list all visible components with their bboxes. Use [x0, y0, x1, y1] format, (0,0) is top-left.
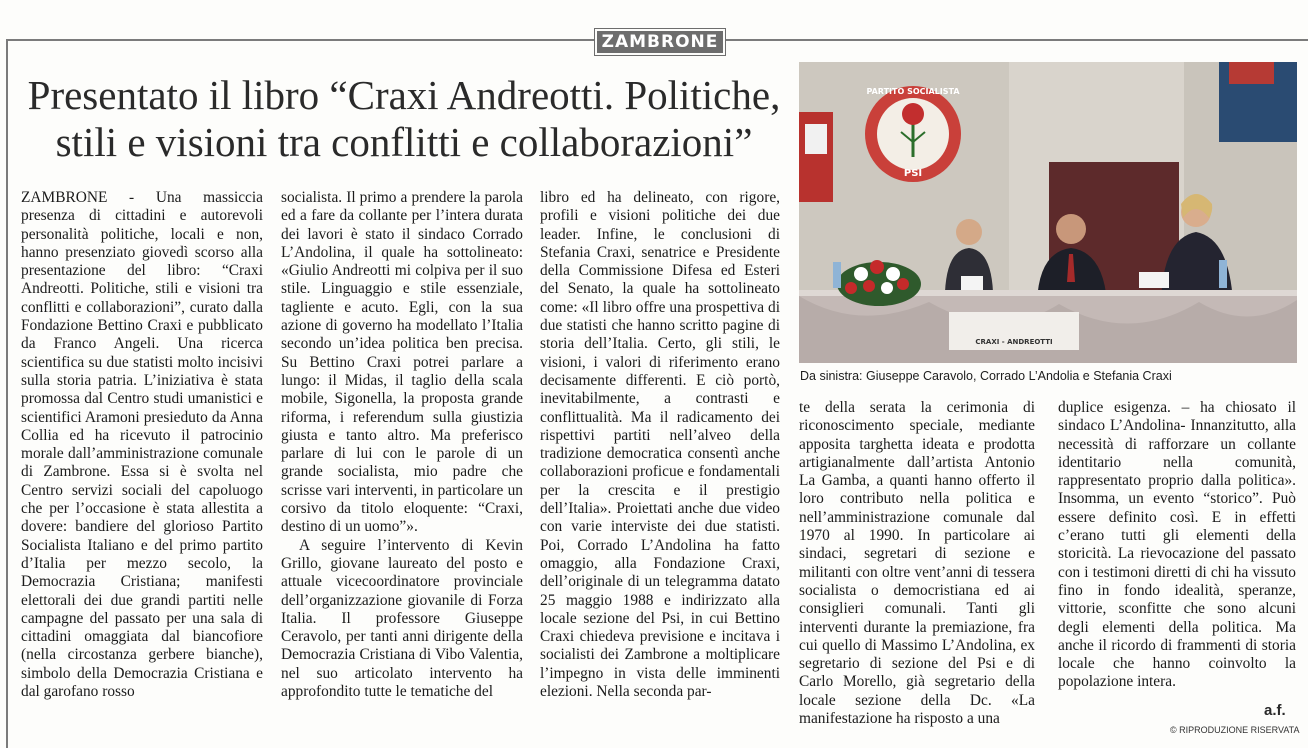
- copyright-notice: © RIPRODUZIONE RISERVATA: [1170, 725, 1300, 735]
- headline-line-2: stili e visioni tra conflitti e collaborazioni”: [55, 119, 753, 165]
- banner-text: CRAXI - ANDREOTTI: [975, 338, 1053, 346]
- article-column-4: [799, 399, 1035, 728]
- article-column-3: [540, 189, 780, 701]
- paragraph: duplice esigenza. – ha chiosato il sindaco L’Andolina- Innanzitutto, alla necessità di rafforzare un collante identitario nella comunità, rappresentato proprio dalla politica». Insomma, un evento “storico”. Può essere definito così. E in effetti c’erano tutti gli elementi della storicità. La rievocazione del passato con i testimoni diretti di chi ha vissuto fino in fondo idealità, speranze, vittorie, sconfitte che sono alcuni degli elementi della politica. Ma anche il ricordo di frammenti di storia locale che hanno coinvolto la popolazione intera.: [1058, 399, 1296, 691]
- paragraph: A seguire l’intervento di Kevin Grillo, giovane laureato del posto e attuale vicecoordinatore provinciale dell’organizzazione giovanile di Forza Italia. Il professore Giuseppe Ceravolo, per tanti anni dirigente della Democrazia Cristiana di Vibo Valentia, nel suo articolato intervento ha approfondito tutte le tematiche del: [281, 536, 523, 701]
- article-column-1: [21, 189, 263, 701]
- photo-caption: Da sinistra: Giuseppe Caravolo, Corrado L’Andolia e Stefania Craxi: [800, 369, 1172, 383]
- headline: [14, 72, 794, 166]
- event-photo: [799, 62, 1297, 363]
- article-column-5: [1058, 399, 1296, 692]
- paragraph: te della serata la cerimonia di riconoscimento speciale, mediante apposita targhetta ideata e prodotta artigianalmente dall’artista Antonio La Gamba, a quanti hanno offerto il loro contributo nella politica e nell’amministrazione comunale dal 1970 al 1990. In particolare ai sindaci, segretari di sezione e militanti con oltre vent’anni di tessera socialista o democristiana ed ai consiglieri comunali. Tanti gli interventi durante la premiazione, fra cui quello di Massimo L’Andolina, ex segretario di sezione del Psi e di Carlo Morello, già segretario della locale sezione della Dc. «La manifestazione ha risposto a una: [799, 399, 1035, 728]
- paragraph: socialista. Il primo a prendere la parola ed a fare da collante per l’intera durata dei lavori è stato il sindaco Corrado L’Andolina, il quale ha sottolineato: «Giulio Andreotti mi colpiva per il suo stile. Linguaggio e stile essenziale, tagliente e acuto. Egli, con la sua azione di governo ha modellato l’Italia secondo un’idea politica ben precisa. Su Bettino Craxi potrei parlare a lungo: il Midas, il taglio della scala mobile, Sigonella, la proposta grande riforma, i referendum sulla giustizia giusta e tanto altro. Ma preferisco parlare di lui con le parole di un grande socialista, mio padre che scrisse vari interventi, in particolare un corsivo da titolo eloquente: “Craxi, destino di un uomo”».: [281, 189, 523, 536]
- emblem-text-bottom: PSI: [903, 168, 923, 179]
- frame-left-rule: [6, 39, 8, 748]
- headline-line-1: Presentato il libro “Craxi Andreotti. Politiche,: [27, 72, 781, 118]
- paragraph: ZAMBRONE - Una massiccia presenza di cittadini e autorevoli personalità politiche, locali e non, hanno presenziato giovedì scorso alla presentazione del libro: “Craxi Andreotti. Politiche, stili e visioni tra conflitti e collaborazioni”, curato dalla Fondazione Bettino Craxi e pubblicato da Franco Angeli. Una ricerca scientifica su due statisti molto incisivi sulla storia patria. L’iniziativa è stata promossa dal Centro studi umanistici e scientifici Aramoni presieduto da Anna Collia ed ha ricevuto il patrocinio morale dall’amministrazione comunale di Zambrone. Essa si è svolta nel Centro servizi sociali del capoluogo che per l’occasione è stata allestita a dovere: bandiere del glorioso Partito Socialista Italiano e del primo partito d’Italia per mezzo secolo, la Democrazia Cristiana; manifesti elettorali dei due grandi partiti nelle campagne del passato per una sala di cittadini omaggiata dal biancofiore (nella circostanza gerbere bianche), simbolo della Democrazia Cristiana e dal garofano rosso: [21, 189, 263, 701]
- article-column-2: [281, 189, 523, 701]
- section-tag: ZAMBRONE: [595, 29, 725, 55]
- emblem-text-top: PARTITO SOCIALISTA: [866, 87, 960, 96]
- author-signature: a.f.: [1264, 702, 1286, 719]
- psi-emblem: [865, 86, 961, 182]
- paragraph: libro ed ha delineato, con rigore, profili e visioni politiche dei due leader. Infine, le conclusioni di Stefania Craxi, senatrice e Presidente della Commissione Difesa ed Esteri del Senato, la quale ha sottolineato come: «Il libro offre una prospettiva di due statisti che hanno scritto pagine di storia dell’Italia. Certo, gli stili, le visioni, i valori di riferimento erano decisamente differenti. E ciò portò, inevitabilmente, a contrasti e conflittualità. Ma il radicamento dei rispettivi partiti nell’alveo della tradizione democratica consentì anche collaborazioni proficue e fondamentali per la crescita e il prestigio dell’Italia». Proiettati anche due video con varie interviste dei due statisti. Poi, Corrado L’Andolina ha fatto omaggio, alla Fondazione Craxi, dell’originale di un telegramma datato 25 maggio 1988 e indirizzato alla locale sezione del Psi, in cui Bettino Craxi chiedeva previsione e incitava i socialisti dei Zambrone a moltiplicare l’impegno in vista delle imminenti elezioni. Nella seconda par-: [540, 189, 780, 701]
